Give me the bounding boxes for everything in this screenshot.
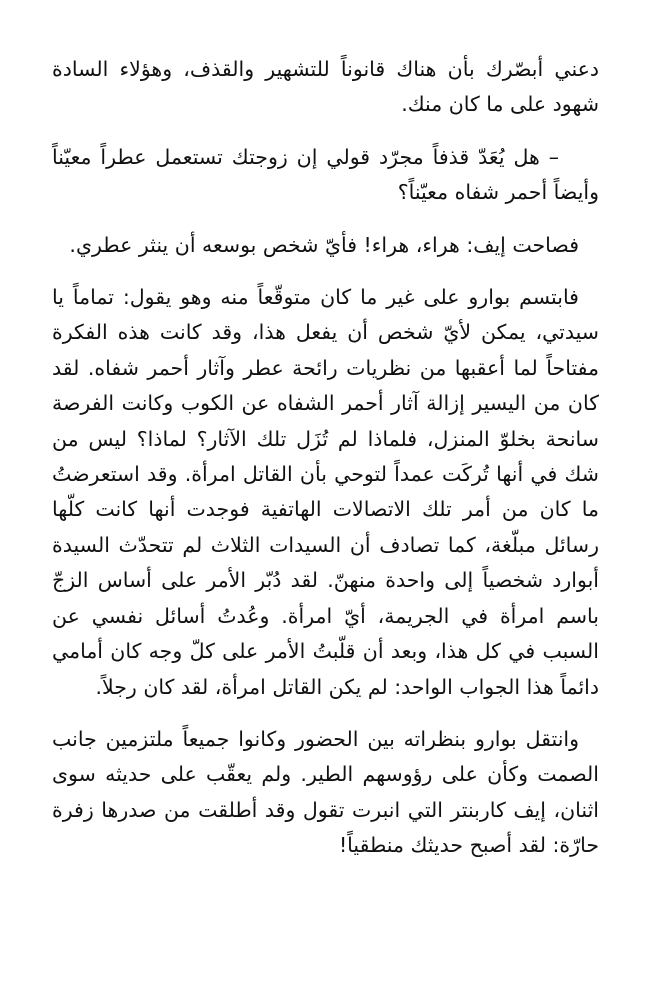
paragraph-dialogue-question: – هل يُعَدّ قذفاً مجرّد قولي إن زوجتك تستعمل عطراً معيّناً وأيضاً أحمر شفاه معيّناً؟ xyxy=(52,144,599,205)
book-page xyxy=(52,52,599,980)
paragraph-poirot-glances: وانتقل بوارو بنظراته بين الحضور وكانوا جميعاً ملتزمين جانب الصمت وكأن على رؤوسهم الطير. ولم يعقّب على حديثه سوى اثنان، إيف كاربنتر التي انبرت تقول وقد أطلقت من صدرها زفرة حارّة: لقد أصبح حديثك منطقياً! xyxy=(52,726,599,858)
paragraph-warning: دعني أبصّرك بأن هناك قانوناً للتشهير والقذف، وهؤلاء السادة شهود على ما كان منك. xyxy=(52,57,599,117)
paragraph-eve-exclaims: فصاحت إيف: هراء، هراء! فأيّ شخص بوسعه أن ينثر عطري. xyxy=(69,232,579,257)
paragraph-poirot-explanation: فابتسم بوارو على غير ما كان متوقّعاً منه وهو يقول: تماماً يا سيدتي، يمكن لأيّ شخص أن يفعل هذا، وقد كانت هذه الفكرة مفتاحاً لما أعقبها من نظريات رائحة عطر وآثار أحمر شفاه. لقد كان من اليسير إزالة آثار أحمر الشفاه عن الكوب وكانت الفرصة سانحة بخلوّ المنزل، فلماذا لم تُزَل تلك الآثار؟ لماذا؟ ليس من شك في أنها تُركَت عمداً لتوحي بأن القاتل امرأة. وقد استعرضتُ ما كان من أمر تلك الاتصالات الهاتفية فوجدت أنها كانت كلّها رسائل مبلّغة، كما تصادف أن السيدات الثلاث لم تتحدّث السيدة أبوارد شخصياً إلى واحدة منهنّ. لقد دُبّر الأمر على أساس الزجّ باسم امرأة في الجريمة، أيّ امرأة. وعُدتُ أسائل نفسي عن السبب في كل هذا، وبعد أن قلّبتُ الأمر على كلّ وجه كان أمامي دائماً هذا الجواب الواحد: لم يكن القاتل امرأة، لقد كان رجلاً. xyxy=(52,285,599,699)
